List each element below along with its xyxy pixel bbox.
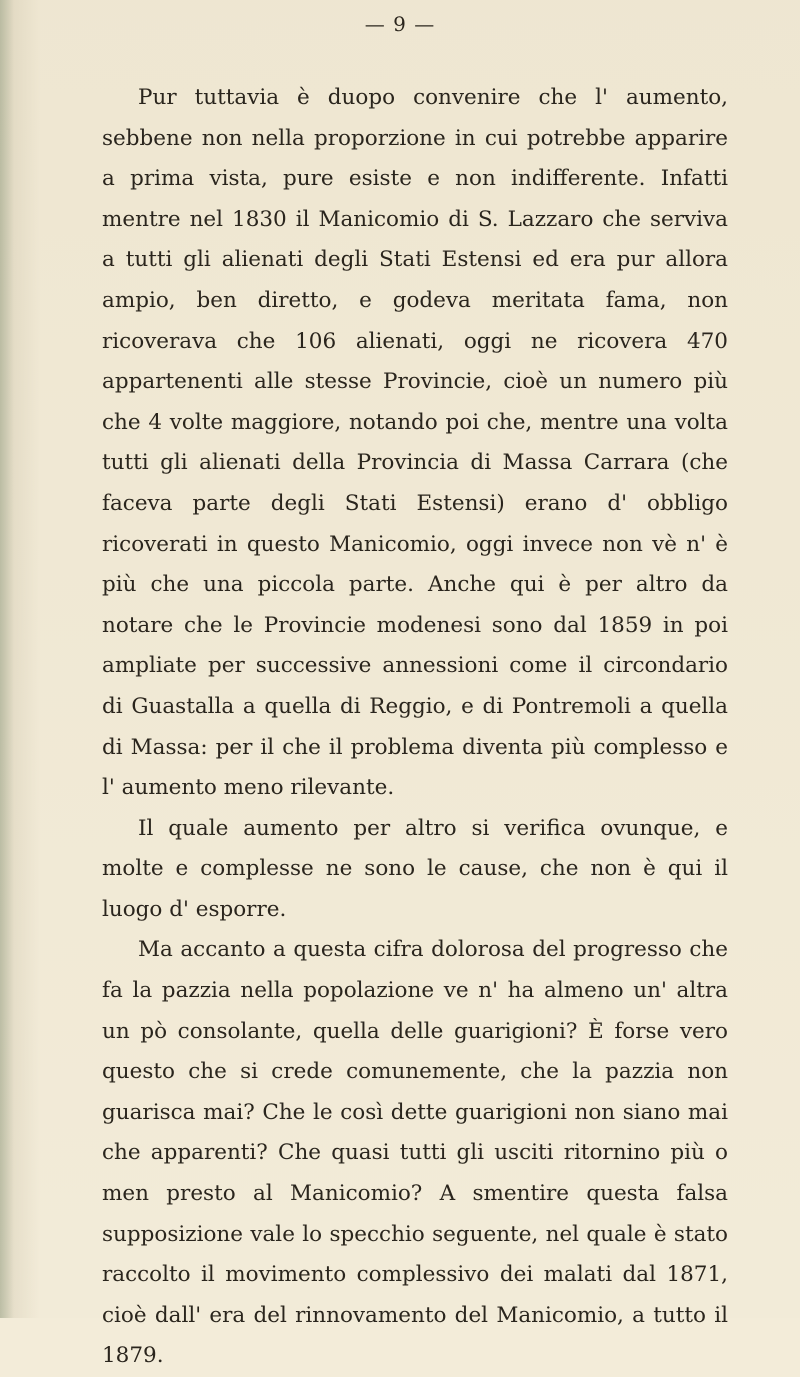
paragraph-3: Ma accanto a questa cifra dolorosa del progresso che fa la pazzia nella popolazione ve n' ha almeno un' altra un pò consolante, quella delle guarigioni? È forse vero questo che si crede comunemente, che la pazzia non guarisca mai? Che le così dette guarigioni non siano mai che apparenti? Che quasi tutti gli usciti ritornino più o men presto al Manicomio? A smentire questa falsa supposizione vale lo specchio seguente, nel quale è stato raccolto il movimento complessivo dei malati dal 1871, cioè dall' era del rinnovamento del Manicomio, a tutto il 1879.: [102, 937, 728, 1369]
paragraph-1: Pur tuttavia è duopo convenire che l' aumento, sebbene non nella proporzione in cui potrebbe apparire a prima vista, pure esiste e non indifferente. Infatti mentre nel 1830 il Manicomio di S. Lazzaro che serviva a tutti gli alienati degli Stati Estensi ed era pur allora ampio, ben diretto, e godeva meritata fama, non ricoverava che 106 alienati, oggi ne ricovera 470 appartenenti alle stesse Provincie, cioè un numero più che 4 volte maggiore, notando poi che, mentre una volta tutti gli alienati della Provincia di Massa Carrara (che faceva parte degli Stati Estensi) erano d' obbligo ricoverati in questo Manicomio, oggi invece non vè n' è più che una piccola parte. Anche qui è per altro da notare che le Provincie modenesi sono dal 1859 in poi ampliate per successive annessioni come il circondario di Guastalla a quella di Reggio, e di Pontremoli a quella di Massa: per il che il problema diventa più complesso e l' aumento meno rilevante.: [102, 85, 728, 801]
page-number: — 9 —: [364, 12, 436, 36]
body-text: [102, 78, 728, 1377]
paragraph-2: Il quale aumento per altro si verifica ovunque, e molte e complesse ne sono le cause, che non è qui il luogo d' esporre.: [102, 815, 728, 922]
page-edge-shadow: [0, 0, 14, 1318]
